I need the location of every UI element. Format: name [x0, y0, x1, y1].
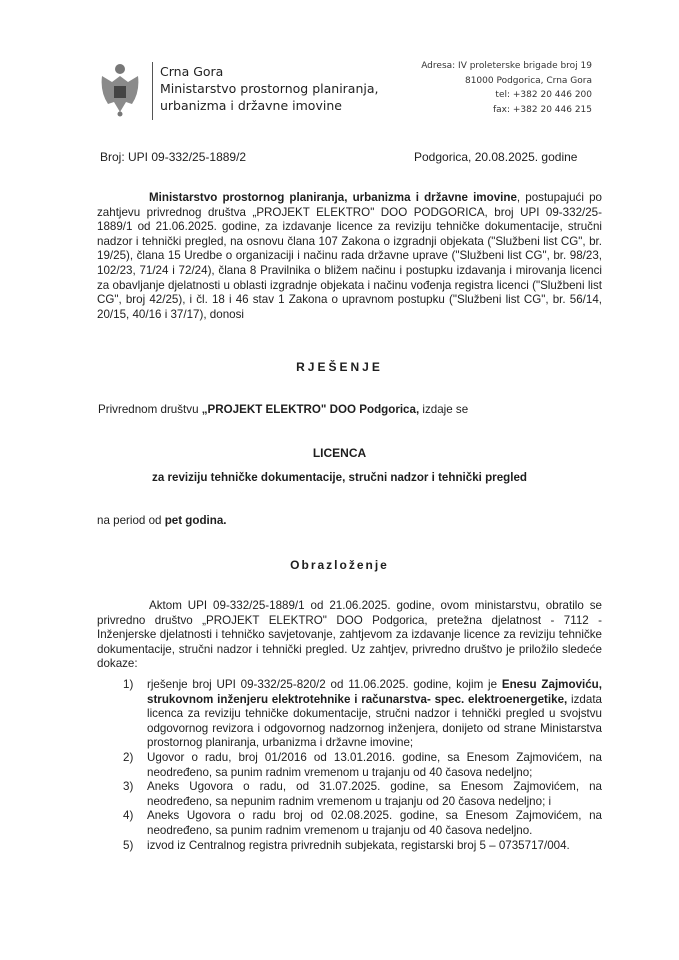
- item-text: rješenje broj UPI 09-332/25-820/2 od 11.06.2025. godine, kojim je: [147, 678, 502, 691]
- item-text: Ugovor o radu, broj 01/2016 od 13.01.2016. godine, sa Enesom Zajmovićem, na neodređeno, sa punim radnim vremenom u trajanju od 40 časova nedeljno;: [147, 750, 602, 779]
- evidence-item: [123, 809, 602, 838]
- item-bold-text: Enesu Zajmoviću, strukovnom inženjeru elektrotehnike i računarstva- spec. elektroenergetike,: [147, 678, 602, 706]
- evidence-item: [123, 678, 602, 751]
- period-prefix: na period od: [97, 514, 165, 527]
- reasoning-title: Obrazloženje: [290, 558, 389, 572]
- fax-line: fax: +382 20 446 215: [492, 104, 592, 115]
- montenegro-coat-of-arms-icon: [98, 62, 142, 118]
- contact-address: [421, 59, 592, 117]
- item-number: 3): [123, 780, 134, 794]
- address-line: 81000 Podgorica, Crna Gora: [464, 75, 592, 86]
- document-date: Podgorica, 20.08.2025. godine: [414, 150, 578, 164]
- ministry-name-line2: urbanizma i državne imovine: [160, 98, 342, 113]
- company-suffix: izdaje se: [419, 403, 469, 416]
- evidence-item: [123, 750, 602, 780]
- item-number: 4): [123, 809, 134, 823]
- phone-line: tel: +382 20 446 200: [495, 90, 592, 100]
- item-text-cont: izdata licenca za reviziju tehničke dokumentacije, stručni nadzor i tehnički pregled u svojstvu odgovornog revizora i odgovornog nadzornog inženjera, donijeto od strane Ministarstva prostornog planiranja, urbanizma i državne imovine;: [147, 692, 602, 750]
- item-number: 5): [123, 838, 134, 852]
- header-divider: [152, 62, 153, 120]
- license-title: LICENCA: [312, 446, 367, 460]
- reasoning-paragraph: Aktom UPI 09-332/25-1889/1 od 21.06.2025. godine, ovom ministarstvu, obratilo se privredno društvo „PROJEKT ELEKTRO" DOO Podgorica, pretežna djelatnost - 7112 - Inženjerske djelatnosti i tehničko savjetovanje, zahtjevom za izdavanje licence za reviziju tehničke dokumentacije, stručni nadzor i tehnički pregled. Uz zahtjev, privredno društvo je priložilo sledeće dokaze:: [97, 599, 602, 671]
- evidence-item: [123, 838, 602, 854]
- item-text: Aneks Ugovora o radu, od 31.07.2025. godine, sa Enesom Zajmovićem, na neodređeno, sa nepunim radnim vremenom u trajanju od 20 časova nedeljno; i: [147, 780, 602, 808]
- item-text: Aneks Ugovora o radu broj od 02.08.2025. godine, sa Enesom Zajmovićem, na neodređeno, sa punim radnim vremenom u trajanju od 40 časova nedeljno.: [147, 809, 602, 837]
- license-period: [97, 514, 602, 529]
- item-text: izvod iz Centralnog registra privrednih subjekata, registarski broj 5 – 0735717/004.: [147, 838, 570, 852]
- intro-text: , postupajući po zahtjevu privrednog društva „PROJEKT ELEKTRO" DOO PODGORICA, broj UPI 09-332/25-1889/1 od 21.06.2025. godine, za izdavanje licence za reviziju tehničke dokumentacije, stručni nadzor i tehnički pregled, na osnovu člana 107 Zakona o izgradnji objekata ("Službeni list CG", br. 19/25), člana 15 Uredbe o organizaciji i načinu rada državne uprave ("Službeni list CG", br. 98/23, 102/23, 71/24 i 72/24), člana 8 Pravilnika o bližem načinu i postupku izdavanja i mirovanja licenci za obavljanje djelatnosti u oblasti izgradnje objekata i načinu vođenja registra licenci ("Službeni list CG", broj 42/25), i čl. 18 i 46 stav 1 Zakona o upravnom postupku ("Službeni list CG", br. 56/14, 20/15, 40/16 i 37/17), donosi: [97, 191, 602, 321]
- reference-number: Broj: UPI 09-332/25-1889/2: [100, 150, 247, 164]
- intro-paragraph: [97, 191, 602, 322]
- decision-company-line: [98, 403, 603, 418]
- company-name: „PROJEKT ELEKTRO" DOO Podgorica,: [201, 403, 420, 416]
- intro-bold-lead: Ministarstvo prostornog planiranja, urbanizma i državne imovine: [149, 191, 517, 204]
- item-number: 2): [123, 750, 134, 764]
- period-value: pet godina.: [164, 514, 227, 527]
- license-subtitle: za reviziju tehničke dokumentacije, stručni nadzor i tehnički pregled: [152, 471, 527, 484]
- ministry-header: [160, 63, 379, 114]
- item-number: 1): [123, 678, 134, 691]
- company-prefix: Privrednom društvu: [98, 403, 202, 416]
- country-name: Crna Gora: [160, 64, 224, 79]
- evidence-item: [123, 780, 602, 809]
- decision-title: RJEŠENJE: [296, 360, 383, 374]
- ministry-name-line1: Ministarstvo prostornog planiranja,: [160, 81, 379, 96]
- address-line: Adresa: IV proleterske brigade broj 19: [421, 61, 592, 71]
- evidence-list: [97, 678, 602, 853]
